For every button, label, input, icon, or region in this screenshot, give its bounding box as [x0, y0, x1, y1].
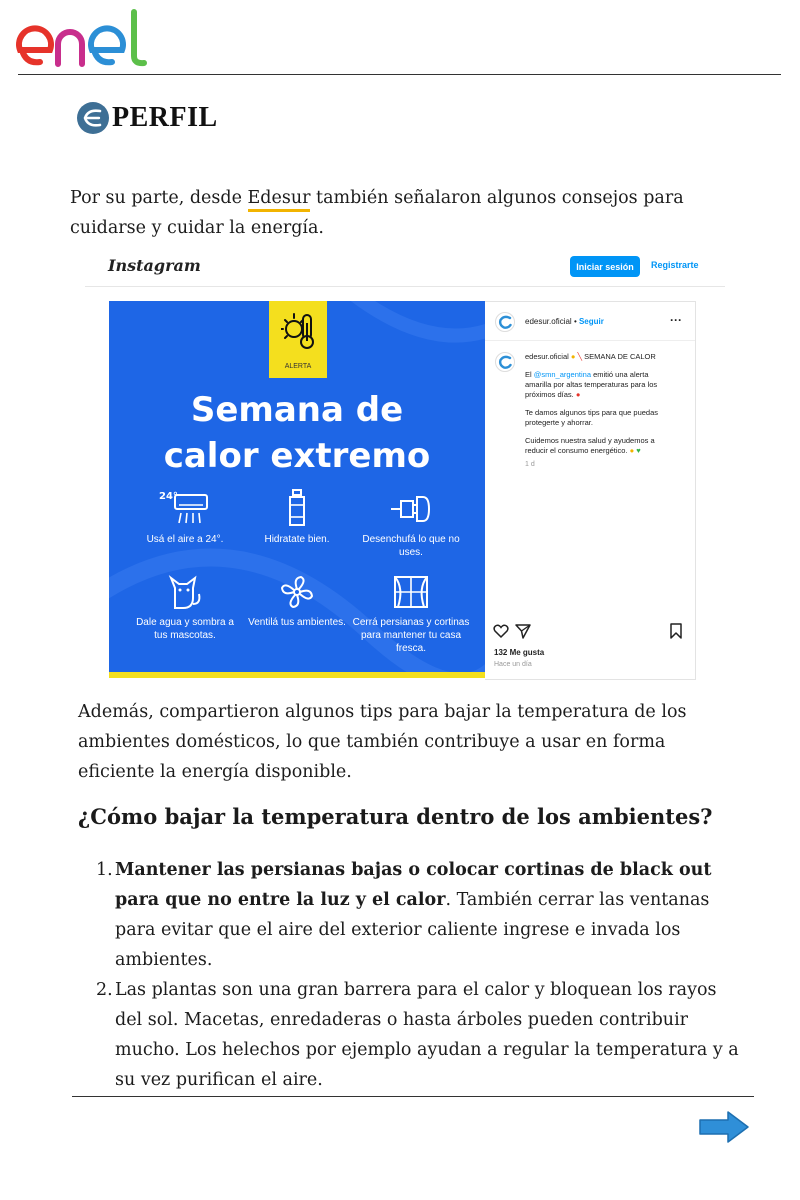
tip-label: Dale agua y sombra a tus mascotas. [136, 617, 234, 641]
intro-text-end: también señalaron algunos consejos para cuidarse y cuidar la energía. [70, 188, 684, 238]
window-curtains-icon [392, 574, 430, 610]
svg-text:24°: 24° [159, 491, 178, 502]
post-title-line2: calor extremo [163, 436, 431, 476]
post-actions [493, 623, 687, 639]
alert-label: ALERTA [284, 363, 312, 370]
register-link[interactable]: Registrarte [651, 260, 699, 270]
tips-list [96, 855, 746, 1095]
tip-label: Hidratate bien. [264, 534, 330, 545]
thermometer-sun-icon [281, 309, 317, 351]
tip-ventilate [247, 574, 347, 629]
post-caption [525, 352, 675, 470]
caption-text: El [525, 370, 534, 379]
tip-unplug [361, 489, 461, 559]
post-bottom-bar [109, 672, 485, 678]
instagram-embed [85, 250, 725, 682]
sidebar-divider [485, 340, 695, 341]
smn-handle-link[interactable]: @smn_argentina [533, 370, 591, 379]
caption-time: 1 d [525, 461, 535, 468]
intro-paragraph [70, 183, 720, 243]
sun-emoji-icon: ● [570, 352, 576, 361]
caption-text: Te damos algunos tips para que puedas protegerte y ahorrar. [525, 408, 659, 427]
tip-air-conditioner [135, 489, 235, 546]
share-send-icon[interactable] [515, 623, 531, 639]
plug-icon [389, 489, 433, 527]
list-number: 2. [96, 980, 113, 1000]
source-name: PERFIL [112, 102, 218, 133]
fan-icon [279, 574, 315, 610]
source-logo [76, 100, 218, 136]
follow-button[interactable]: Seguir [578, 317, 604, 326]
section-heading: ¿Cómo bajar la temperatura dentro de los ambientes? [78, 804, 713, 829]
body-paragraph: Además, compartieron algunos tips para bajar la temperatura de los ambientes domésticos, lo que también contribuye a usar en forma eficiente la energía disponible. [78, 702, 687, 782]
caption-text: Cuidemos nuestra salud y ayudemos a reducir el consumo energético. [525, 436, 655, 455]
list-item-bold: Mantener las persianas bajas o colocar cortinas de black out para que no entre la luz y el calor [115, 860, 712, 910]
edesur-avatar-icon[interactable] [495, 312, 515, 332]
instagram-post-image[interactable] [109, 301, 485, 678]
caption-title: SEMANA DE CALOR [584, 352, 656, 361]
cat-icon [167, 574, 203, 610]
list-item-text: Las plantas son una gran barrera para el calor y bloquean los rayos del sol. Macetas, enredaderas o hasta árboles pueden contribuir mucho. Los helechos por ejemplo ayudan a regular la temperatura y a su vez purifican el aire. [115, 980, 739, 1090]
tip-pets [135, 574, 235, 642]
caption-username[interactable]: edesur.oficial [525, 352, 569, 361]
tip-label: Desenchufá lo que no uses. [362, 534, 460, 558]
more-options-icon[interactable]: ··· [670, 313, 682, 327]
perfil-e-logo-icon [76, 101, 110, 135]
footer-divider [72, 1096, 754, 1097]
list-item-text: . También cerrar las ventanas para evitar que el aire del exterior caliente ingrese e invada los ambientes. [115, 890, 710, 970]
instagram-post-sidebar [485, 301, 696, 680]
list-number: 1. [96, 860, 113, 880]
thermometer-emoji-icon: ╲ [577, 352, 583, 361]
post-title [109, 387, 485, 479]
edesur-avatar-icon[interactable] [495, 352, 515, 372]
enel-logo [14, 6, 174, 70]
tip-label: Usá el aire a 24°. [146, 534, 224, 545]
tip-curtains [349, 574, 473, 655]
hot-face-emoji-icon: ● [575, 390, 581, 399]
bookmark-icon[interactable] [669, 623, 683, 639]
username-link[interactable]: edesur.oficial [525, 317, 572, 326]
post-username: edesur.oficial • Seguir [525, 317, 604, 326]
login-button[interactable]: Iniciar sesión [570, 256, 640, 277]
likes-count[interactable]: 132 Me gusta [494, 648, 545, 657]
edesur-link[interactable]: Edesur [248, 188, 311, 212]
intro-text-start: Por su parte, desde [70, 188, 248, 208]
green-heart-emoji-icon: ♥ [636, 446, 641, 455]
instagram-logo[interactable]: Instagram [108, 256, 201, 275]
lightbulb-emoji-icon: ● [629, 446, 635, 455]
list-item [96, 855, 746, 975]
next-arrow-icon[interactable] [698, 1110, 750, 1144]
caption-text: emitió una alerta amarilla por altas temperaturas para los próximos días. [525, 370, 658, 399]
tip-label: Cerrá persianas y cortinas para mantener tu casa fresca. [352, 617, 470, 654]
tip-hydrate [247, 489, 347, 546]
list-item [96, 975, 746, 1095]
water-bottle-icon [282, 489, 312, 527]
post-title-line1: Semana de [190, 390, 404, 430]
instagram-header [85, 250, 725, 287]
post-time-ago: Hace un día [494, 661, 532, 668]
header-divider [18, 74, 781, 75]
air-conditioner-icon [159, 489, 211, 527]
tip-label: Ventilá tus ambientes. [248, 617, 346, 628]
like-heart-icon[interactable] [493, 623, 509, 639]
